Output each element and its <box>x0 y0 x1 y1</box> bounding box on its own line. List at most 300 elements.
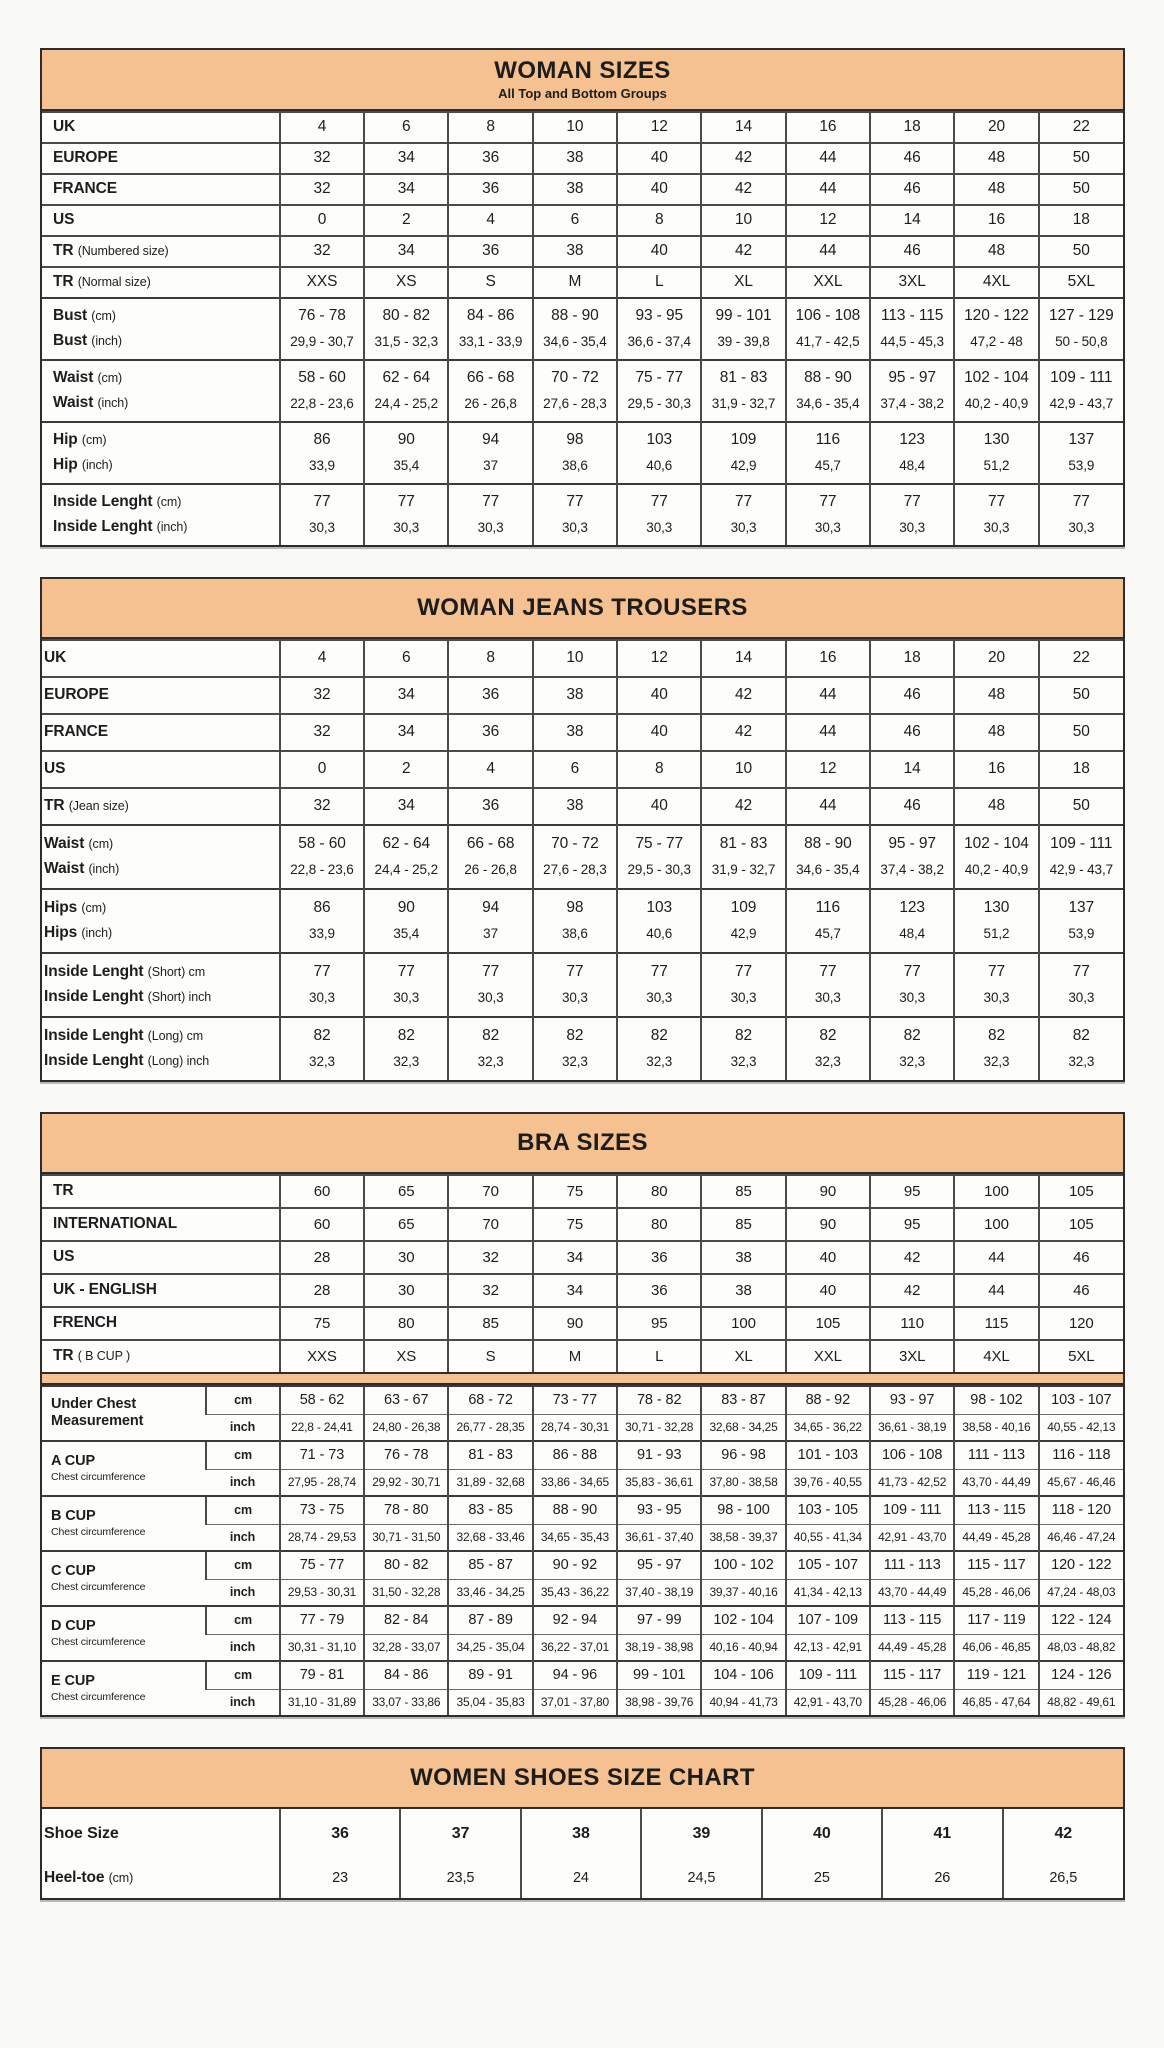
table-row <box>42 422 1123 453</box>
size-cell: 20 <box>954 640 1038 677</box>
size-cell: 93 - 97 <box>870 1386 954 1415</box>
size-cell: 44,49 - 45,28 <box>870 1635 954 1662</box>
woman-jeans-trousers-table <box>40 577 1125 1082</box>
unit-cell: inch <box>206 1525 280 1552</box>
table-row <box>42 1049 1123 1080</box>
row-label-text: EUROPE <box>44 686 109 703</box>
size-cell: 42 <box>870 1241 954 1274</box>
row-label-text: Hips <box>44 899 78 916</box>
size-cell: 77 <box>954 953 1038 985</box>
size-cell: 34 <box>364 174 448 205</box>
size-cell: 46 <box>870 143 954 174</box>
row-label-text: Hip <box>53 431 78 448</box>
size-cell: 103 <box>617 889 701 921</box>
size-cell: 58 - 60 <box>280 360 364 391</box>
size-cell: 38,19 - 38,98 <box>617 1635 701 1662</box>
table-row <box>42 751 1123 788</box>
table-row <box>42 112 1123 143</box>
size-cell: 42 <box>701 677 785 714</box>
size-cell: 34 <box>364 714 448 751</box>
size-cell: 106 - 108 <box>786 298 870 329</box>
size-cell: 50 - 50,8 <box>1039 329 1123 360</box>
size-cell: 36 <box>617 1241 701 1274</box>
size-cell: 18 <box>1039 751 1123 788</box>
unit-cell: inch <box>206 1470 280 1497</box>
size-cell: 100 <box>954 1175 1038 1208</box>
size-cell: 37,4 - 38,2 <box>870 857 954 889</box>
size-cell: 31,50 - 32,28 <box>364 1580 448 1607</box>
separator-band <box>42 1372 1123 1385</box>
size-cell: 36,6 - 37,4 <box>617 329 701 360</box>
table-row <box>42 985 1123 1017</box>
size-cell: 24,5 <box>641 1859 761 1898</box>
size-cell: 77 <box>701 484 785 515</box>
row-label-note: (cm) <box>81 433 107 447</box>
size-cell: 38 <box>533 788 617 825</box>
table-row <box>42 857 1123 889</box>
size-cell: 4 <box>280 112 364 143</box>
size-cell: 82 <box>870 1017 954 1049</box>
size-cell: 41,7 - 42,5 <box>786 329 870 360</box>
size-cell: 4 <box>448 205 532 236</box>
size-cell: 100 - 102 <box>701 1551 785 1580</box>
size-cell: 20 <box>954 112 1038 143</box>
size-cell: 10 <box>701 205 785 236</box>
cup-label-text: B CUP <box>51 1508 96 1525</box>
size-cell: 6 <box>364 640 448 677</box>
size-cell: 30,3 <box>448 985 532 1017</box>
row-label <box>42 515 280 545</box>
cup-label <box>42 1496 206 1551</box>
size-cell: 38 <box>701 1241 785 1274</box>
size-cell: 103 - 107 <box>1039 1386 1123 1415</box>
size-cell: 82 <box>786 1017 870 1049</box>
table-row <box>42 484 1123 515</box>
row-label-text: US <box>53 211 75 228</box>
size-cell: 30,71 - 32,28 <box>617 1415 701 1442</box>
size-cell: 24,4 - 25,2 <box>364 857 448 889</box>
size-cell: 88 - 90 <box>786 825 870 857</box>
row-label <box>42 267 280 298</box>
size-cell: 45,7 <box>786 921 870 953</box>
cup-label-sub: Chest circumference <box>51 1635 146 1648</box>
unit-cell: cm <box>206 1386 280 1415</box>
size-cell: 30,3 <box>701 515 785 545</box>
row-label-text: TR <box>53 1182 74 1199</box>
size-cell: 46 <box>870 714 954 751</box>
size-cell: 42,13 - 42,91 <box>786 1635 870 1662</box>
size-cell: 77 <box>280 953 364 985</box>
row-label <box>42 640 280 677</box>
size-cell: 30,3 <box>701 985 785 1017</box>
size-cell: 34,6 - 35,4 <box>786 857 870 889</box>
size-cell: 28,74 - 30,31 <box>533 1415 617 1442</box>
size-cell: 98 - 100 <box>701 1496 785 1525</box>
row-label <box>42 1175 280 1208</box>
size-cell: 34 <box>364 788 448 825</box>
table-row <box>42 298 1123 329</box>
size-cell: 40,16 - 40,94 <box>701 1635 785 1662</box>
size-cell: 25 <box>762 1859 882 1898</box>
size-cell: 37,80 - 38,58 <box>701 1470 785 1497</box>
size-cell: 38 <box>533 174 617 205</box>
size-cell: 77 <box>533 484 617 515</box>
size-cell: 88 - 90 <box>786 360 870 391</box>
size-cell: 35,04 - 35,83 <box>448 1690 532 1716</box>
size-cell: 50 <box>1039 143 1123 174</box>
size-cell: 36,61 - 37,40 <box>617 1525 701 1552</box>
table-body <box>42 1174 1123 1715</box>
size-cell: 85 <box>701 1175 785 1208</box>
size-cell: 38 <box>521 1809 641 1859</box>
size-cell: 33,9 <box>280 453 364 484</box>
size-cell: 44 <box>954 1241 1038 1274</box>
size-cell: 22,8 - 24,41 <box>280 1415 364 1442</box>
table-row <box>42 921 1123 953</box>
size-cell: 77 <box>448 484 532 515</box>
size-cell: 86 <box>280 889 364 921</box>
unit-cell: cm <box>206 1496 280 1525</box>
size-cell: 30,3 <box>617 515 701 545</box>
size-cell: 94 <box>448 889 532 921</box>
unit-cell: cm <box>206 1441 280 1470</box>
size-cell: 32,3 <box>364 1049 448 1080</box>
size-cell: 5XL <box>1039 267 1123 298</box>
size-cell: 27,6 - 28,3 <box>533 857 617 889</box>
size-cell: 76 - 78 <box>364 1441 448 1470</box>
size-cell: 104 - 106 <box>701 1661 785 1690</box>
table-row <box>42 329 1123 360</box>
size-cell: 73 - 77 <box>533 1386 617 1415</box>
size-cell: 32,3 <box>533 1049 617 1080</box>
table-subtitle: All Top and Bottom Groups <box>498 86 667 101</box>
size-cell: 38 <box>701 1274 785 1307</box>
size-cell: 2 <box>364 205 448 236</box>
size-cell: S <box>448 1340 532 1372</box>
table-row <box>42 1274 1123 1307</box>
size-cell: 62 - 64 <box>364 825 448 857</box>
size-cell: 83 - 87 <box>701 1386 785 1415</box>
row-label <box>42 1049 280 1080</box>
size-cell: 40,6 <box>617 921 701 953</box>
row-label-note: (Numbered size) <box>77 244 169 258</box>
size-cell: 30,3 <box>533 515 617 545</box>
unit-cell: inch <box>206 1580 280 1607</box>
size-cell: 97 - 99 <box>617 1606 701 1635</box>
size-cell: 46,46 - 47,24 <box>1039 1525 1123 1552</box>
cup-label-text: C CUP <box>51 1563 96 1580</box>
table-row <box>42 889 1123 921</box>
size-cell: 4 <box>280 640 364 677</box>
size-cell: 80 <box>617 1175 701 1208</box>
size-cell: 38 <box>533 677 617 714</box>
row-label-text: Waist <box>53 369 94 386</box>
size-cell: 81 - 83 <box>701 825 785 857</box>
size-cell: 4XL <box>954 1340 1038 1372</box>
size-cell: 77 <box>448 953 532 985</box>
size-cell: 41 <box>882 1809 1002 1859</box>
size-cell: 34 <box>364 677 448 714</box>
size-cell: 32,3 <box>1039 1049 1123 1080</box>
size-cell: 77 <box>533 953 617 985</box>
size-cell: 33,46 - 34,25 <box>448 1580 532 1607</box>
size-cell: 36 <box>448 788 532 825</box>
size-cell: 50 <box>1039 174 1123 205</box>
size-cell: 86 <box>280 422 364 453</box>
size-cell: 34 <box>364 236 448 267</box>
size-cell: 124 - 126 <box>1039 1661 1123 1690</box>
size-cell: 115 <box>954 1307 1038 1340</box>
row-label <box>42 1274 280 1307</box>
size-cell: 51,2 <box>954 921 1038 953</box>
size-cell: 42,9 <box>701 453 785 484</box>
table-row <box>42 1175 1123 1208</box>
size-cell: S <box>448 267 532 298</box>
size-cell: 23,5 <box>400 1859 520 1898</box>
size-cell: 22,8 - 23,6 <box>280 857 364 889</box>
size-cell: 100 <box>701 1307 785 1340</box>
size-cell: 93 - 95 <box>617 1496 701 1525</box>
size-cell: 81 - 83 <box>701 360 785 391</box>
size-cell: 42,9 - 43,7 <box>1039 391 1123 422</box>
size-cell: 75 <box>533 1208 617 1241</box>
size-cell: 93 - 95 <box>617 298 701 329</box>
size-cell: 46 <box>1039 1241 1123 1274</box>
size-cell: 41,34 - 42,13 <box>786 1580 870 1607</box>
size-cell: 14 <box>870 205 954 236</box>
size-cell: 32 <box>448 1274 532 1307</box>
size-cell: 65 <box>364 1208 448 1241</box>
size-cell: 82 - 84 <box>364 1606 448 1635</box>
size-cell: 85 - 87 <box>448 1551 532 1580</box>
size-cell: 32,3 <box>701 1049 785 1080</box>
row-label-text: Waist <box>53 394 94 411</box>
size-cell: 33,1 - 33,9 <box>448 329 532 360</box>
row-label <box>42 1809 280 1859</box>
size-cell: 6 <box>533 205 617 236</box>
size-cell: 29,5 - 30,3 <box>617 857 701 889</box>
size-cell: 24,80 - 26,38 <box>364 1415 448 1442</box>
size-cell: XS <box>364 267 448 298</box>
size-cell: 29,92 - 30,71 <box>364 1470 448 1497</box>
size-cell: 12 <box>617 640 701 677</box>
row-label-note: (cm) <box>108 1871 134 1885</box>
row-label-note: (inch) <box>97 396 129 410</box>
size-cell: XL <box>701 1340 785 1372</box>
size-cell: 60 <box>280 1175 364 1208</box>
table-header <box>42 579 1123 639</box>
size-cell: 34 <box>533 1241 617 1274</box>
row-label-note: ( B CUP ) <box>77 1349 131 1363</box>
size-cell: 22 <box>1039 640 1123 677</box>
row-label-text: US <box>44 760 66 777</box>
size-cell: 28 <box>280 1241 364 1274</box>
size-cell: 46 <box>870 174 954 205</box>
size-cell: 75 - 77 <box>617 360 701 391</box>
size-cell: 30,31 - 31,10 <box>280 1635 364 1662</box>
unit-cell: inch <box>206 1690 280 1716</box>
size-cell: 37,40 - 38,19 <box>617 1580 701 1607</box>
size-cell: 77 <box>1039 484 1123 515</box>
size-cell: 32,3 <box>448 1049 532 1080</box>
size-cell: 94 <box>448 422 532 453</box>
bra-conversion-grid <box>42 1174 1123 1372</box>
size-cell: 35,43 - 36,22 <box>533 1580 617 1607</box>
row-label <box>42 857 280 889</box>
row-label-note: (Normal size) <box>77 275 151 289</box>
size-cell: 38 <box>533 714 617 751</box>
size-cell: 45,28 - 46,06 <box>870 1690 954 1716</box>
table-row <box>42 714 1123 751</box>
size-cell: 24,4 - 25,2 <box>364 391 448 422</box>
table-body <box>42 1809 1123 1898</box>
size-cell: 130 <box>954 889 1038 921</box>
row-label <box>42 921 280 953</box>
row-label-text: TR <box>53 273 74 290</box>
size-cell: 34,65 - 36,22 <box>786 1415 870 1442</box>
row-label-text: FRANCE <box>44 723 108 740</box>
size-cell: 98 - 102 <box>954 1386 1038 1415</box>
size-cell: 36,61 - 38,19 <box>870 1415 954 1442</box>
table-row <box>42 360 1123 391</box>
unit-cell: cm <box>206 1661 280 1690</box>
size-cell: 40,6 <box>617 453 701 484</box>
row-label-text: UK <box>53 118 76 135</box>
size-cell: 71 - 73 <box>280 1441 364 1470</box>
row-label-note: (inch) <box>81 926 113 940</box>
size-cell: 123 <box>870 422 954 453</box>
row-label-text: Shoe Size <box>44 1825 119 1842</box>
table-row <box>42 515 1123 545</box>
row-label-text: Bust <box>53 332 88 349</box>
size-cell: 90 - 92 <box>533 1551 617 1580</box>
size-cell: 46,85 - 47,64 <box>954 1690 1038 1716</box>
size-cell: 95 - 97 <box>617 1551 701 1580</box>
size-cell: 40,55 - 42,13 <box>1039 1415 1123 1442</box>
size-cell: 58 - 60 <box>280 825 364 857</box>
table-row <box>42 267 1123 298</box>
row-label <box>42 329 280 360</box>
row-label-text: UK - ENGLISH <box>53 1281 157 1298</box>
size-cell: 90 <box>533 1307 617 1340</box>
size-cell: 53,9 <box>1039 921 1123 953</box>
size-cell: 113 - 115 <box>870 298 954 329</box>
row-label <box>42 174 280 205</box>
size-cell: 103 <box>617 422 701 453</box>
woman-sizes-table <box>40 48 1125 547</box>
row-label-text: Inside Lenght <box>44 988 144 1005</box>
table-title: WOMAN JEANS TROUSERS <box>417 594 748 621</box>
size-cell: 82 <box>701 1017 785 1049</box>
size-cell: 44 <box>786 677 870 714</box>
size-cell: 42 <box>701 714 785 751</box>
row-label <box>42 1208 280 1241</box>
size-cell: 8 <box>448 640 532 677</box>
size-cell: 50 <box>1039 714 1123 751</box>
table-row <box>42 825 1123 857</box>
size-cell: 40 <box>786 1241 870 1274</box>
size-cell: 75 - 77 <box>280 1551 364 1580</box>
row-label-note: (inch) <box>88 862 120 876</box>
row-label-text: Inside Lenght <box>53 518 153 535</box>
row-label <box>42 143 280 174</box>
size-cell: 46 <box>870 788 954 825</box>
size-cell: 37 <box>448 921 532 953</box>
row-label-note: (cm) <box>156 495 182 509</box>
size-cell: 60 <box>280 1208 364 1241</box>
size-cell: 42,9 <box>701 921 785 953</box>
size-cell: 34,6 - 35,4 <box>786 391 870 422</box>
size-cell: XS <box>364 1340 448 1372</box>
size-cell: 48 <box>954 174 1038 205</box>
row-label <box>42 953 280 985</box>
size-cell: 34,65 - 35,43 <box>533 1525 617 1552</box>
size-cell: 48 <box>954 677 1038 714</box>
bra-measurement-grid <box>42 1385 1123 1715</box>
size-cell: 81 - 83 <box>448 1441 532 1470</box>
cup-label <box>42 1606 206 1661</box>
size-cell: XXL <box>786 267 870 298</box>
row-label <box>42 714 280 751</box>
size-cell: 95 <box>870 1208 954 1241</box>
size-cell: 50 <box>1039 236 1123 267</box>
size-cell: 8 <box>448 112 532 143</box>
size-cell: 48,82 - 49,61 <box>1039 1690 1123 1716</box>
size-cell: 10 <box>533 640 617 677</box>
cup-label-sub: Chest circumference <box>51 1690 146 1703</box>
size-cell: 31,89 - 32,68 <box>448 1470 532 1497</box>
row-label-note: (cm) <box>91 309 116 323</box>
size-cell: 26,77 - 28,35 <box>448 1415 532 1442</box>
size-cell: 22,8 - 23,6 <box>280 391 364 422</box>
table-row <box>42 788 1123 825</box>
size-cell: 100 <box>954 1208 1038 1241</box>
table-title: WOMEN SHOES SIZE CHART <box>410 1764 755 1791</box>
size-cell: 109 <box>701 889 785 921</box>
size-cell: 107 - 109 <box>786 1606 870 1635</box>
size-cell: 32,3 <box>280 1049 364 1080</box>
size-cell: 31,9 - 32,7 <box>701 391 785 422</box>
size-cell: 30,3 <box>617 985 701 1017</box>
row-label-note: (Long) cm <box>147 1029 204 1043</box>
cup-label <box>42 1551 206 1606</box>
size-cell: 35,4 <box>364 921 448 953</box>
size-cell: 31,10 - 31,89 <box>280 1690 364 1716</box>
table-row <box>42 174 1123 205</box>
size-cell: 44 <box>786 236 870 267</box>
row-label <box>42 788 280 825</box>
size-cell: 77 - 79 <box>280 1606 364 1635</box>
row-label <box>42 360 280 391</box>
size-cell: 31,9 - 32,7 <box>701 857 785 889</box>
size-cell: 33,86 - 34,65 <box>533 1470 617 1497</box>
size-cell: 44,5 - 45,3 <box>870 329 954 360</box>
size-cell: 44 <box>954 1274 1038 1307</box>
size-cell: 32 <box>280 236 364 267</box>
size-cell: 44 <box>786 174 870 205</box>
cup-label-text: D CUP <box>51 1618 96 1635</box>
row-label-note: (cm) <box>88 837 114 851</box>
size-cell: 105 <box>1039 1175 1123 1208</box>
row-label-text: Inside Lenght <box>44 1027 144 1044</box>
size-cell: 82 <box>954 1017 1038 1049</box>
size-cell: 77 <box>786 953 870 985</box>
size-cell: 43,70 - 44,49 <box>870 1580 954 1607</box>
size-cell: 75 - 77 <box>617 825 701 857</box>
size-cell: 32 <box>280 788 364 825</box>
row-label <box>42 205 280 236</box>
table-header <box>42 1114 1123 1174</box>
